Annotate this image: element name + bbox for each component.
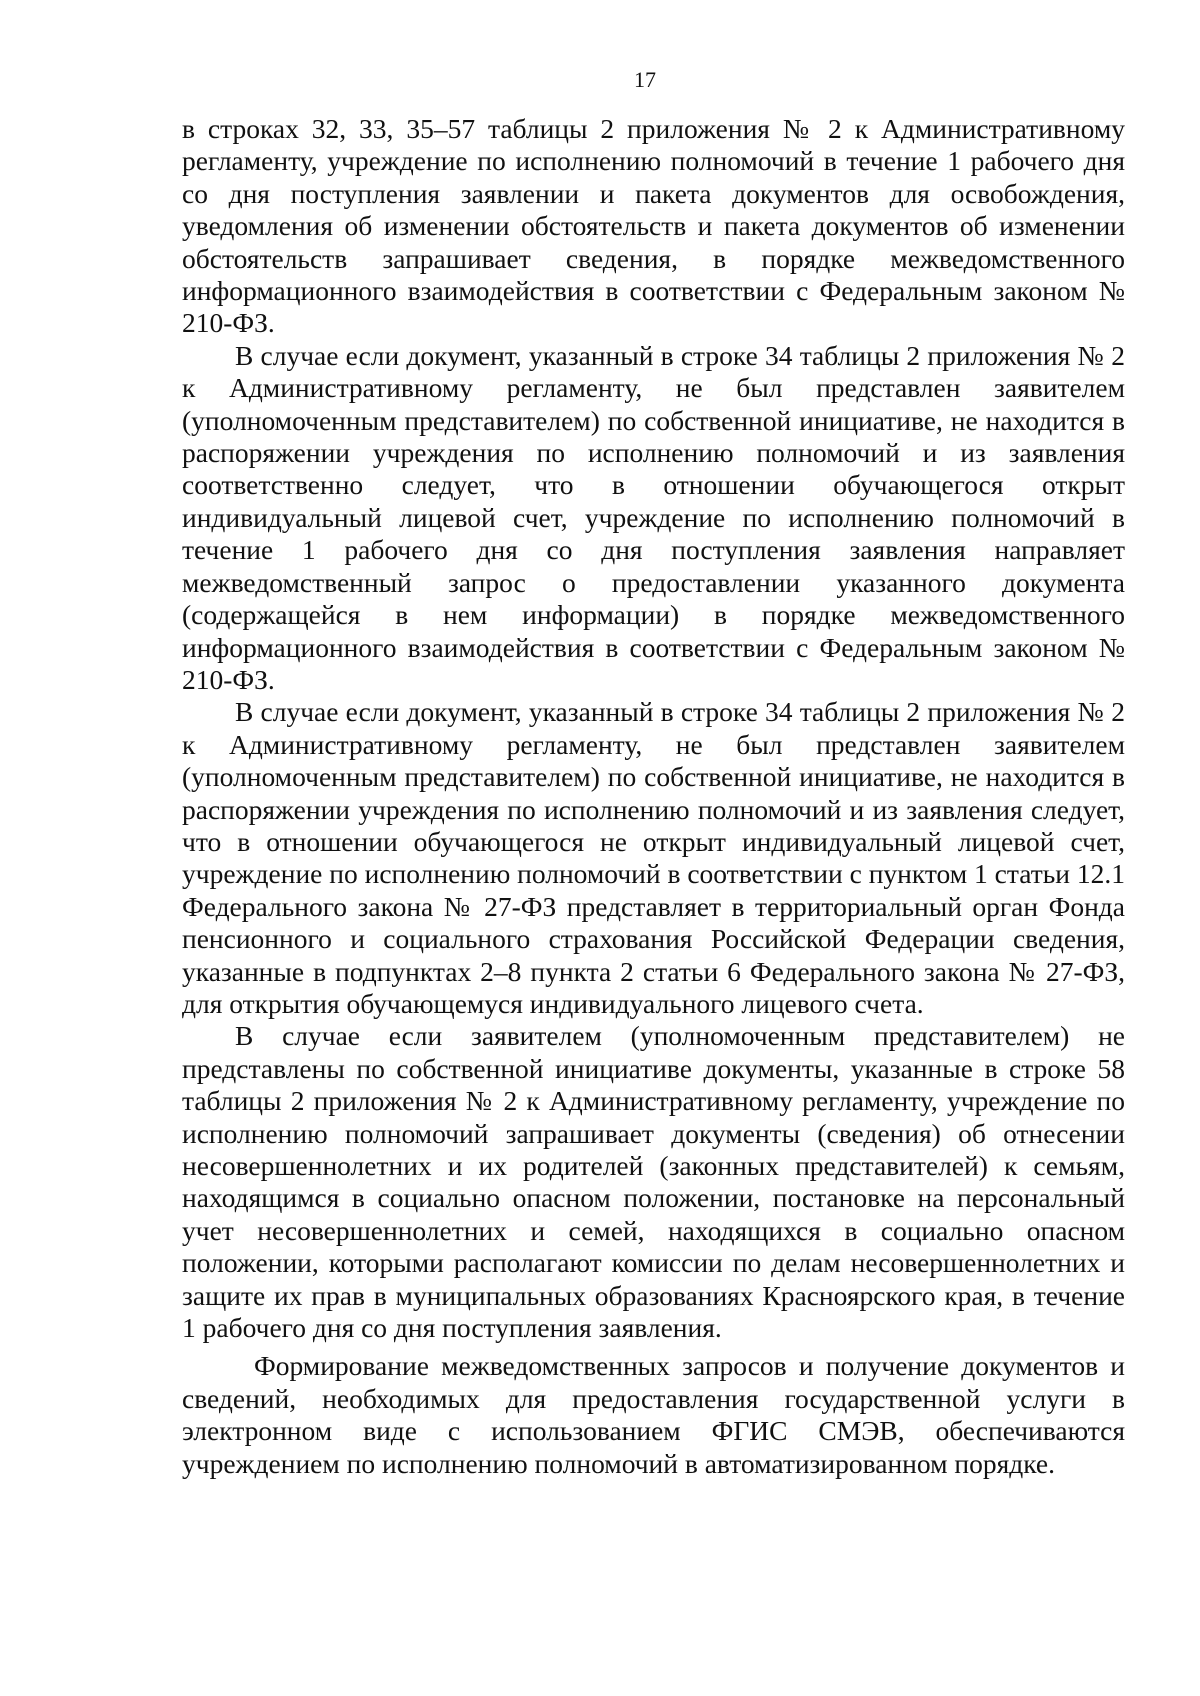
document-body: [182, 113, 1125, 1480]
page-number: 17: [634, 67, 656, 92]
paragraph-account-not-opened: В случае если документ, указанный в строке 34 таблицы 2 приложения № 2 к Административному регламенту, не был представлен заявителем (уполномоченным представителем) по собственной инициативе, не находится в распоряжении учреждения по исполнению полномочий и из заявления следует, что в отношении обучающегося не открыт индивидуальный лицевой счет, учреждение по исполнению полномочий в соответствии с пунктом 1 статьи 12.1 Федерального закона № 27-ФЗ представляет в территориальный орган Фонда пенсионного и социального страхования Российской Федерации сведения, указанные в подпунктах 2–8 пункта 2 статьи 6 Федерального закона № 27-ФЗ, для открытия обучающемуся индивидуального лицевого счета.: [182, 696, 1125, 1019]
paragraph-continuation: в строках 32, 33, 35–57 таблицы 2 приложения № 2 к Административному регламенту, учреждение по исполнению полномочий в течение 1 рабочего дня со дня поступления заявлении и пакета документов для освобождения, уведомления об изменении обстоятельств и пакета документов об изменении обстоятельств запрашивает сведения, в порядке межведомственного информационного взаимодействия в соответствии с Федеральным законом № 210-ФЗ.: [182, 113, 1125, 339]
paragraph-doc-in-possession: В случае если документ, указанный в строке 34 таблицы 2 приложения № 2 к Административному регламенту, не был представлен заявителем (уполномоченным представителем) по собственной инициативе, не находится в распоряжении учреждения по исполнению полномочий и из заявления соответственно следует, что в отношении обучающегося открыт индивидуальный лицевой счет, учреждение по исполнению полномочий в течение 1 рабочего дня со дня поступления заявления направляет межведомственный запрос о предоставлении указанного документа (содержащейся в нем информации) в порядке межведомственного информационного взаимодействия в соответствии с Федеральным законом № 210-ФЗ.: [182, 339, 1125, 695]
paragraph-smev: Формирование межведомственных запросов и получение документов и сведений, необходимых для предоставления государственной услуги в электронном виде с использованием ФГИС СМЭВ, обеспечиваются учреждением по исполнению полномочий в автоматизированном порядке.: [182, 1350, 1125, 1479]
paragraph-social-danger: В случае если заявителем (уполномоченным представителем) не представлены по собственной инициативе документы, указанные в строке 58 таблицы 2 приложения № 2 к Административному регламенту, учреждение по исполнению полномочий запрашивает документы (сведения) об отнесении несовершеннолетних и их родителей (законных представителей) к семьям, находящимся в социально опасном положении, постановке на персональный учет несовершеннолетних и семей, находящихся в социально опасном положении, которыми располагают комиссии по делам несовершеннолетних и защите их прав в муниципальных образованиях Красноярского края, в течение 1 рабочего дня со дня поступления заявления.: [182, 1020, 1125, 1344]
